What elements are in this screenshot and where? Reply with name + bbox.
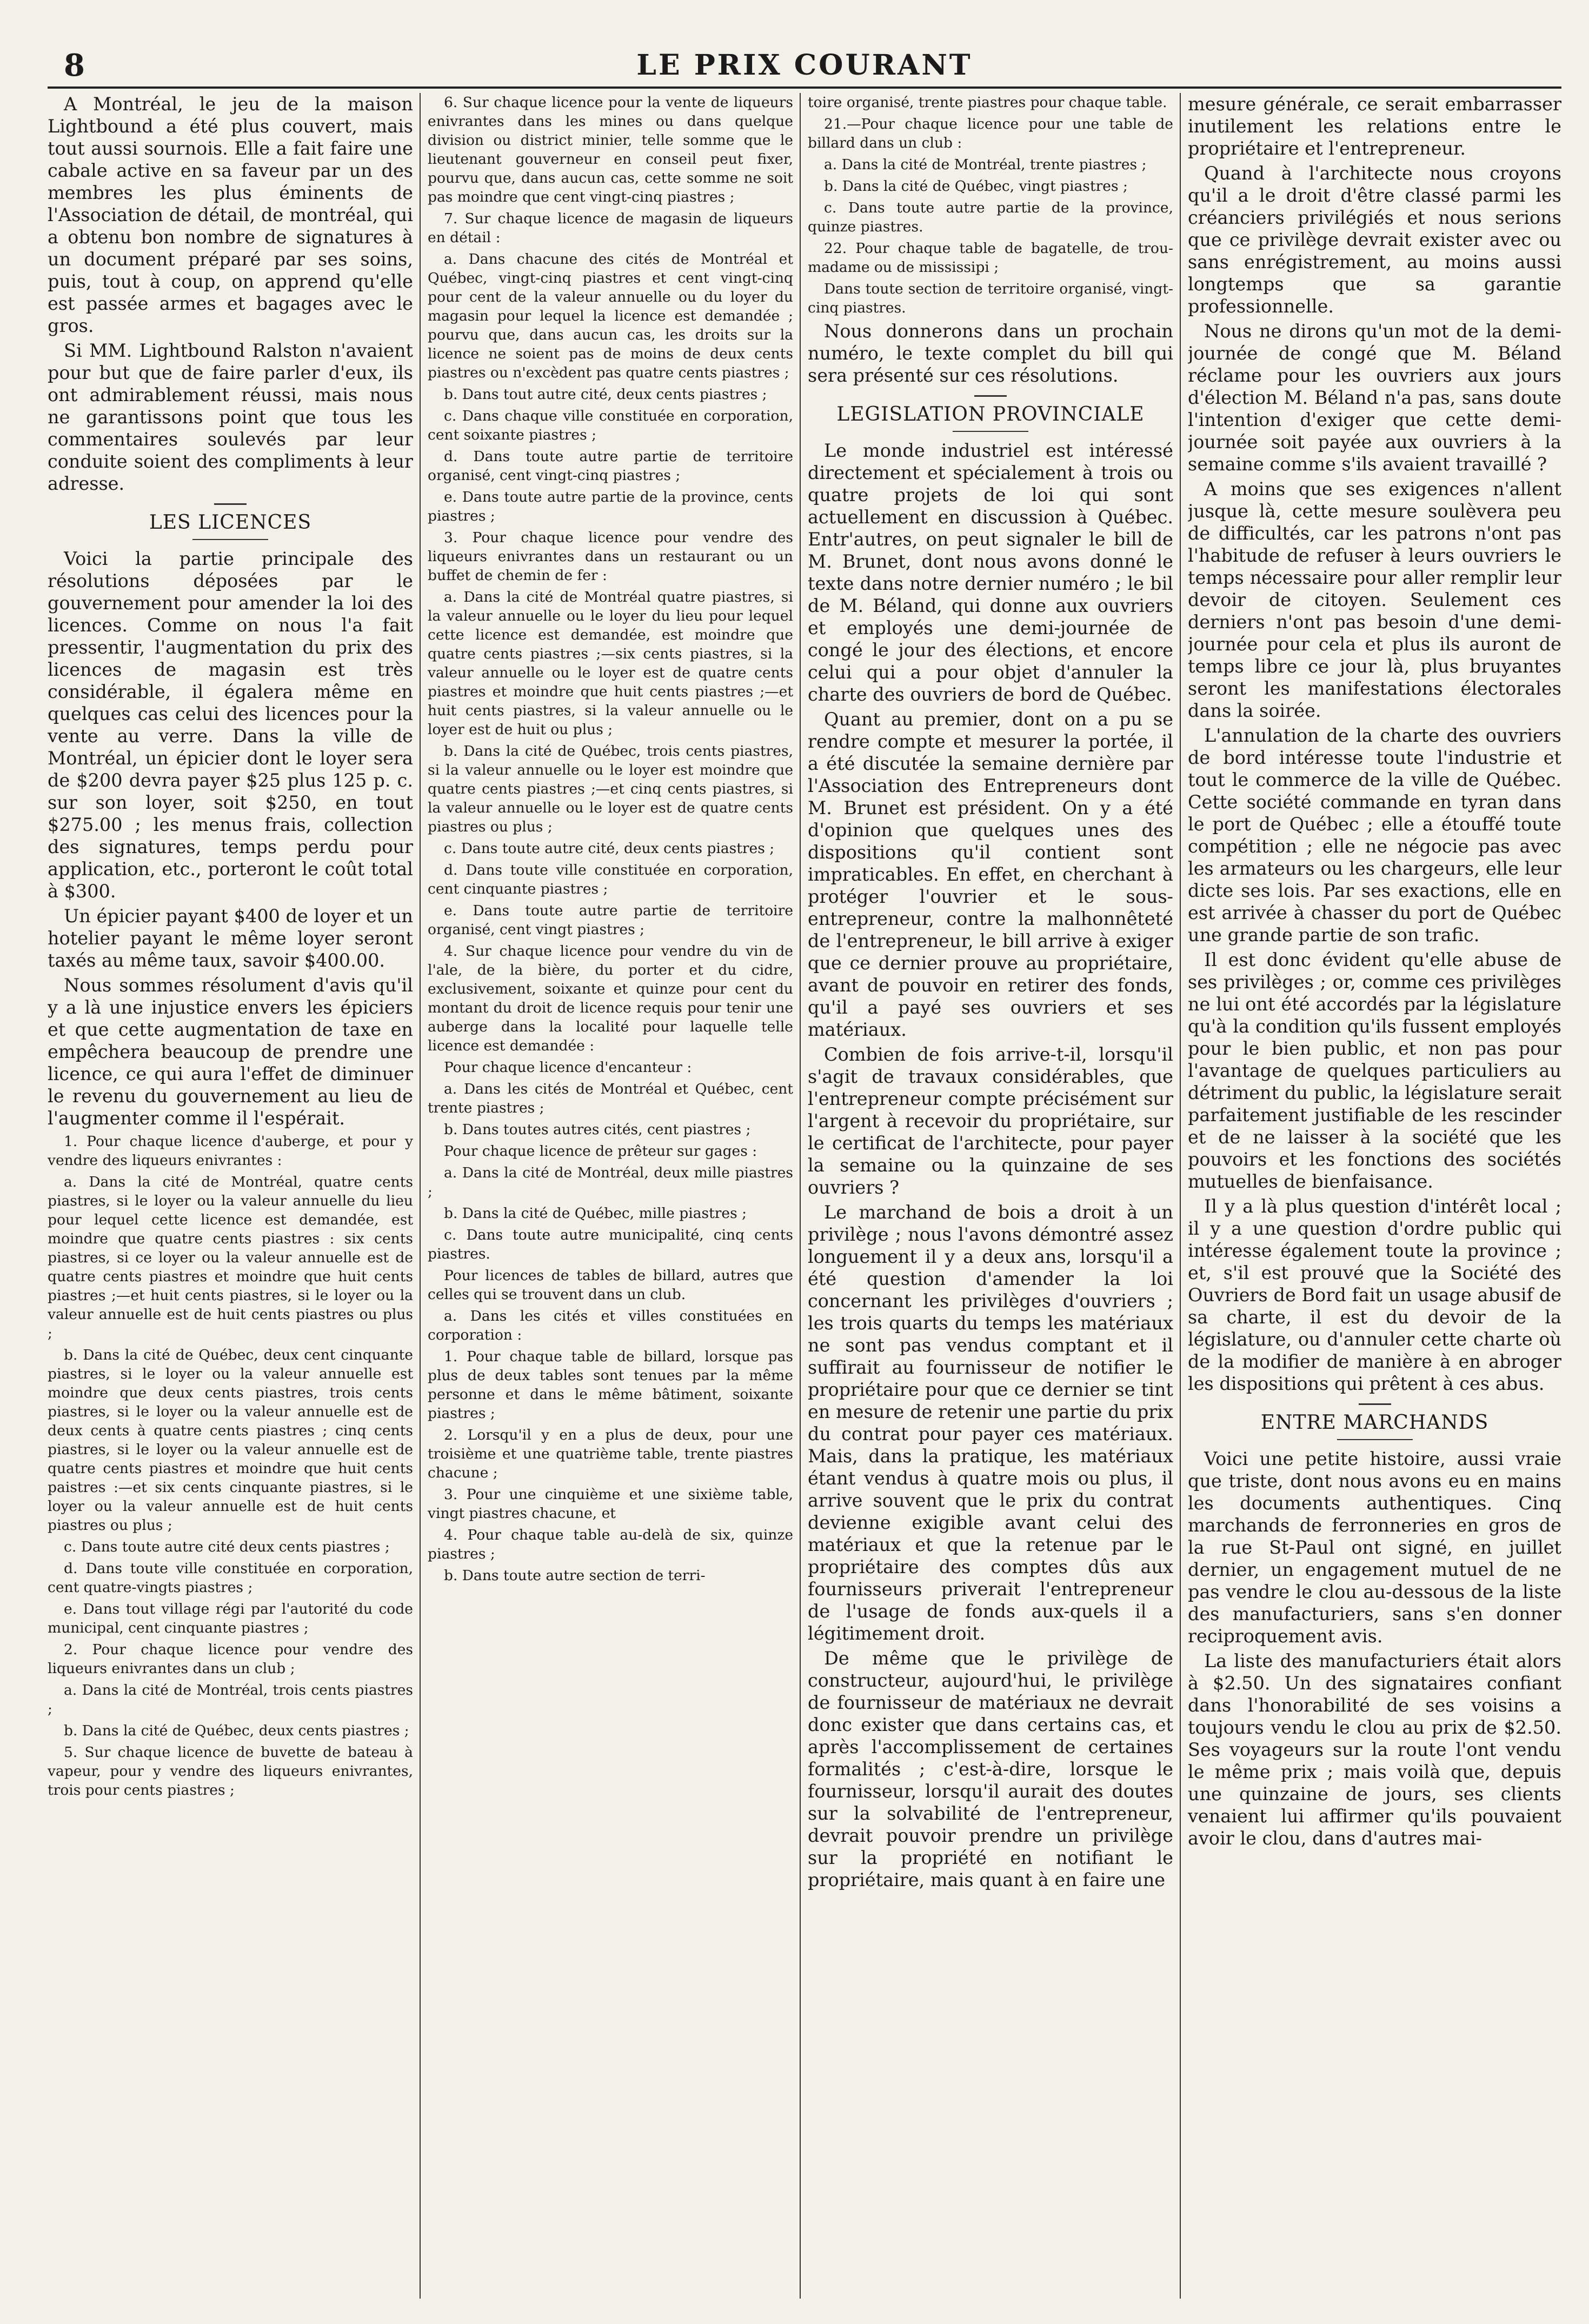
resolution-item: d. Dans toute ville constituée en corporation, cent quatre-vingts piastres ; xyxy=(48,1560,413,1596)
resolution-item: 3. Pour chaque licence pour vendre des liqueurs enivrantes dans un restaurant ou un buffet de chemin de fer : xyxy=(428,529,793,584)
article-paragraph: La liste des manufacturiers était alors à $2.50. Un des signataires confiant dans l'honorabilité de ses voisins a toujours vendu le clou au prix de $2.50. Ses voyageurs sur la route l'ont vendu le même prix ; mais voilà que, depuis une quinzaine de jours, ses clients venaient lui affirmer qu'ils pouvaient avoir le clou, dans d'autres mai- xyxy=(1188,1650,1561,1849)
resolution-item: Pour chaque licence d'encanteur : xyxy=(444,1059,692,1076)
resolution-item: a. Dans les cités et villes constituées en corporation : xyxy=(428,1308,793,1343)
resolution-item: b. Dans toutes autres cités, cent piastres ; xyxy=(444,1121,751,1138)
article-paragraph: Voici une petite histoire, aussi vraie que triste, dont nous avons eu en mains les documents authentiques. Cinq marchands de ferronneries en gros de la rue St-Paul ont signé, en juillet dernier, un engagement mutuel de ne pas vendre le clou au-dessous de la liste des manufacturiers, sans s'en donner reciproquement avis. xyxy=(1188,1448,1561,1647)
resolution-item: 1. Pour chaque licence d'auberge, et pour y vendre des liqueurs enivrantes : xyxy=(48,1133,413,1169)
column-4 xyxy=(1188,93,1561,2299)
resolution-item: b. Dans toute autre section de terri- xyxy=(444,1567,706,1584)
column-3 xyxy=(808,93,1173,2299)
article-paragraph: De même que le privilège de constructeur, aujourd'hui, le privilège de fournisseur de matériaux ne devrait donc exister que dans certains cas, et après l'accomplissement de certaines formalités ; c'est-à-dire, lorsque le fournisseur, lorsqu'il aurait des doutes sur la solvabilité de l'entrepreneur, devrait pouvoir prendre un privilège sur la propriété en notifiant le propriétaire, mais quant à en faire une xyxy=(808,1648,1173,1890)
resolution-item: d. Dans toute autre partie de territoire organisé, cent vingt-cinq piastres ; xyxy=(428,448,793,484)
newspaper-page xyxy=(48,32,1561,2303)
article-paragraph: Voici la partie principale des résolutions déposées par le gouvernement pour amender la loi des licences. Comme on nous l'a fait pressentir, l'augmentation du prix des licences de magasin est très considérable, il égalera même en quelques cas celui des licences pour la vente au verre. Dans la ville de Montréal, un épicier dont le loyer sera de $200 devra payer $25 plus 125 p. c. sur son loyer, soit $250, en tout $275.00 ; les menus frais, collection des signatures, temps perdu pour application, etc., porteront le coût total à $300. xyxy=(48,548,413,902)
resolution-item: e. Dans toute autre partie de la province, cents piastres ; xyxy=(428,489,793,524)
resolution-item: b. Dans la cité de Québec, deux cent cinquante piastres, si le loyer ou la valeur annuelle est moindre que deux cents piastres, trois cents piastres, si le loyer ou la valeur annuelle est de deux cents à quatre cents piastres ; cinq cents piastres, si le loyer ou la valeur annuelle est de quatre cents piastres et moindre que huit cents paistres :—et six cents cinquante piastres, si le loyer ou la valeur annuelle est de huit cents piastres ou plus ; xyxy=(48,1347,413,1534)
resolution-item: 21.—Pour chaque licence pour une table de billard dans un club : xyxy=(808,116,1173,151)
resolution-item: a. Dans les cités de Montréal et Québec, cent trente piastres ; xyxy=(428,1081,793,1116)
resolution-item: e. Dans tout village régi par l'autorité du code municipal, cent cinquante piastres ; xyxy=(48,1601,413,1636)
article-columns xyxy=(48,93,1561,2299)
column-2 xyxy=(428,93,793,2299)
article-paragraph: Le marchand de bois a droit à un privilège ; nous l'avons démontré assez longuement il y a deux ans, lorsqu'il a été question d'amender la loi concernant les privilèges d'ouvriers ; les trois quarts du temps les matériaux ne sont pas vendus comptant et il suffirait au fournisseur de notifier le propriétaire pour que ce dernier se tint en mesure de retenir une partie du prix du contrat pour payer ces matériaux. Mais, dans la pratique, les matériaux étant vendus à quatre mois ou plus, il arrive souvent que le prix du contrat devienne exigible avant celui des matériaux et que la retenue par le propriétaire des comptes dûs aux fournisseurs priverait l'entrepreneur de l'usage de fonds aux-quels il a légitimement droit. xyxy=(808,1202,1173,1644)
resolution-item: Pour chaque licence de prêteur sur gages : xyxy=(444,1143,757,1160)
resolution-item: e. Dans toute autre partie de territoire organisé, cent vingt piastres ; xyxy=(428,902,793,938)
column-rule xyxy=(420,93,421,2299)
resolution-item: b. Dans la cité de Québec, deux cents piastres ; xyxy=(64,1722,409,1739)
resolution-item: 3. Pour une cinquième et une sixième table, vingt piastres chacune, et xyxy=(428,1486,793,1522)
resolution-item: toire organisé, trente piastres pour chaque table. xyxy=(808,94,1167,111)
resolution-item: b. Dans la cité de Québec, trois cents piastres, si la valeur annuelle ou le loyer est moindre que quatre cents piastres ;—et cinq cents piastres, si la valeur annuelle ou le loyer est de quatre cents piastres ou plus ; xyxy=(428,743,793,835)
section-heading: LEGISLATION PROVINCIALE xyxy=(808,395,1173,432)
article-paragraph: L'annulation de la charte des ouvriers de bord intéresse toute l'industrie et tout le commerce de la ville de Québec. Cette société commande en tyran dans le port de Québec ; elle a étouffé toute compétition ; elle ne négocie pas avec les armateurs ou les chargeurs, elle leur dicte ses lois. Par ses exactions, elle en est arrivée à chasser du port de Québec une grande partie de son trafic. xyxy=(1188,725,1561,945)
resolution-item: 4. Sur chaque licence pour vendre du vin de l'ale, de la bière, du porter et du cidre, exclusivement, soixante et quinze pour cent du montant du droit de licence requis pour tenir une auberge dans la localité pour laquelle telle licence est demandée : xyxy=(428,943,793,1054)
article-paragraph: Quand à l'architecte nous croyons qu'il a le droit d'être classé parmi les créanciers privilégiés et nous serions que ce privilège devrait exister avec ou sans enrégistrement, au moins aussi longtemps que sa garantie professionnelle. xyxy=(1188,163,1561,317)
article-paragraph: Nous sommes résolument d'avis qu'il y a là une injustice envers les épiciers et que cette augmentation de taxe en empêchera beaucoup de prendre une licence, ce qui aura l'effet de diminuer le revenu du gouvernement au lieu de l'augmenter comme il l'espérait. xyxy=(48,975,413,1129)
section-heading: LES LICENCES xyxy=(48,503,413,540)
resolution-item: c. Dans chaque ville constituée en corporation, cent soixante piastres ; xyxy=(428,408,793,443)
resolution-item: 6. Sur chaque licence pour la vente de liqueurs enivrantes dans les mines ou dans quelque division ou district minier, telle somme que le lieutenant gouverneur en conseil peut fixer, pourvu que, dans aucun cas, cette somme ne soit pas moindre que cent vingt-cinq piastres ; xyxy=(428,94,793,205)
resolution-item: 4. Pour chaque table au-delà de six, quinze piastres ; xyxy=(428,1527,793,1562)
section-heading: ENTRE MARCHANDS xyxy=(1188,1403,1561,1440)
article-paragraph: Le monde industriel est intéressé directement et spécialement à trois ou quatre projets de loi qui sont actuellement en discussion à Québec. Entr'autres, on peut signaler le bill de M. Brunet, dont nous avons donné le texte dans notre dernier numéro ; le bil de M. Béland, qui donne aux ouvriers et employés une demi-journée de congé le jour des élections, et encore celui qui a pour objet d'annuler la charte des ouvriers de bord de Québec. xyxy=(808,440,1173,705)
column-rule xyxy=(1180,93,1181,2299)
resolution-item: a. Dans chacune des cités de Montréal et Québec, vingt-cinq piastres et cent vingt-cinq pour cent de la valeur annuelle ou du loyer du magasin pour lequel la licence est demandée ; pourvu que, dans aucun cas, les droits sur la licence ne soient pas de moins de deux cents piastres ou n'excèdent pas quatre cents piastres ; xyxy=(428,251,793,381)
resolution-item: d. Dans toute ville constituée en corporation, cent cinquante piastres ; xyxy=(428,862,793,897)
resolution-item: Pour licences de tables de billard, autres que celles qui se trouvent dans un club. xyxy=(428,1267,793,1303)
article-paragraph: Nous ne dirons qu'un mot de la demi-journée de congé que M. Béland réclame pour les ouvriers aux jours d'élection M. Béland n'a pas, sans doute l'intention d'exiger que cette demi-journée soit payée aux ouvriers à la semaine comme s'ils avaient travaillé ? xyxy=(1188,321,1561,475)
resolution-item: 22. Pour chaque table de bagatelle, de trou-madame ou de mississipi ; xyxy=(808,240,1173,276)
article-paragraph: Combien de fois arrive-t-il, lorsqu'il s'agit de travaux considérables, que l'entrepreneur compte précisément sur l'argent à recevoir du propriétaire, sur le certificat de l'architecte, pour payer la semaine ou la quinzaine de ses ouvriers ? xyxy=(808,1044,1173,1198)
resolution-item: b. Dans tout autre cité, deux cents piastres ; xyxy=(444,386,767,403)
page-header xyxy=(48,32,1561,89)
resolution-item: Dans toute section de territoire organisé, vingt-cinq piastres. xyxy=(808,281,1173,316)
article-paragraph: A moins que ses exigences n'allent jusque là, cette mesure soulèvera peu de difficultés, car les patrons n'ont pas l'habitude de refuser à leurs ouvriers le temps nécessaire pour aller remplir leur devoir de citoyen. Seulement ces derniers n'ont pas besoin d'une demi-journée pour cela et plus ils auront de temps libre ce jour là, plus bruyantes seront les manifestations électorales dans la soirée. xyxy=(1188,478,1561,721)
column-rule xyxy=(800,93,801,2299)
resolution-item: a. Dans la cité de Montréal, deux mille piastres ; xyxy=(428,1164,793,1200)
resolution-item: a. Dans la cité de Montréal, trois cents piastres ; xyxy=(48,1682,413,1717)
article-paragraph: Si MM. Lightbound Ralston n'avaient pour but que de faire parler d'eux, ils ont admirablement réussi, mais nous ne garantissons point que tous les commentaires soulevés par leur conduite soient des compliments à leur adresse. xyxy=(48,340,413,494)
article-paragraph: Il est donc évident qu'elle abuse de ses privilèges ; or, comme ces privilèges ne lui ont été accordés par la législature qu'à la condition qu'ils fussent employés pour le bien public, et non pas pour l'avantage de quelques particuliers au détriment du public, la législature serait parfaitement justifiable de les rescinder et de ne laisser à la société que les pouvoirs et les fonctions des sociétés mutuelles de bienfaisance. xyxy=(1188,949,1561,1192)
resolution-item: 2. Pour chaque licence pour vendre des liqueurs enivrantes dans un club ; xyxy=(48,1641,413,1677)
resolution-item: b. Dans la cité de Québec, mille piastres ; xyxy=(444,1205,747,1222)
resolution-item: 1. Pour chaque table de billard, lorsque pas plus de deux tables sont tenues par la même personne et dans le même bâtiment, soixante piastres ; xyxy=(428,1348,793,1422)
resolution-item: c. Dans toute autre cité deux cents piastres ; xyxy=(64,1539,390,1555)
article-paragraph: Un épicier payant $400 de loyer et un hotelier payant le même loyer seront taxés au même taux, savoir $400.00. xyxy=(48,905,413,971)
newspaper-title: LE PRIX COURANT xyxy=(636,49,973,82)
column-1 xyxy=(48,93,413,2299)
article-paragraph: Nous donnerons dans un prochain numéro, le texte complet du bill qui sera présenté sur ces résolutions. xyxy=(808,321,1173,386)
article-paragraph: Quant au premier, dont on a pu se rendre compte et mesurer la portée, il a été discutée la semaine dernière par l'Association des Entrepreneurs dont M. Brunet est président. On y a été d'opinion que quelques unes des dispositions qu'il contient sont impraticables. En effet, en cherchant à protéger l'ouvrier et le sous-entrepreneur, contre la malhonnêteté de l'entrepreneur, le bill arrive à exiger que ce dernier prouve au propriétaire, avant de pouvoir en retirer des fonds, qu'il a payé ses ouvriers et ses matériaux. xyxy=(808,709,1173,1040)
article-paragraph: A Montréal, le jeu de la maison Lightbound a été plus couvert, mais tout aussi sournois. Elle a fait faire une cabale active en sa faveur par un des membres les plus éminents de l'Association de détail, de montréal, qui a obtenu bon nombre de signatures à un document préparé par ses soins, puis, tout à coup, on apprend qu'elle est passée armes et bagages avec le gros. xyxy=(48,94,413,336)
article-paragraph: mesure générale, ce serait embarrasser inutilement les relations entre le propriétaire et l'entrepreneur. xyxy=(1188,94,1561,159)
resolution-item: 2. Lorsqu'il y en a plus de deux, pour une troisième et une quatrième table, trente piastres chacune ; xyxy=(428,1427,793,1481)
resolution-item: a. Dans la cité de Montréal quatre piastres, si la valeur annuelle ou le loyer du lieu pour lequel cette licence est demandée, est moindre que quatre cents piastres ;—six cents piastres, si la valeur annuelle ou le loyer est de quatre cents piastres et moindre que huit cents piastres ;—et huit cents piastres, si la valeur annuelle ou le loyer est de huit ou plus ; xyxy=(428,589,793,738)
resolution-item: a. Dans la cité de Montréal, trente piastres ; xyxy=(824,156,1147,173)
resolution-item: c. Dans toute autre cité, deux cents piastres ; xyxy=(444,840,775,857)
page-number: 8 xyxy=(64,48,85,83)
resolution-item: 7. Sur chaque licence de magasin de liqueurs en détail : xyxy=(428,210,793,246)
resolution-item: 5. Sur chaque licence de buvette de bateau à vapeur, pour y vendre des liqueurs enivrantes, trois pour cents piastres ; xyxy=(48,1744,413,1799)
resolution-item: a. Dans la cité de Montréal, quatre cents piastres, si le loyer ou la valeur annuelle du lieu pour lequel cette licence est demandée, est moindre que quatre cents piastres : six cents piastres, si ce loyer ou la valeur annuelle est de quatre cents piastres et moindre que huit cents piastres ;—et huit cents piastres, si le loyer ou la valeur annuelle est de huit cents piastres ou plus ; xyxy=(48,1174,413,1342)
resolution-item: c. Dans toute autre partie de la province, quinze piastres. xyxy=(808,199,1173,235)
article-paragraph: Il y a là plus question d'intérêt local ; il y a une question d'ordre public qui intéresse également toute la province ; et, s'il est prouvé que la Société des Ouvriers de Bord fait un usage abusif de sa charte, il est du devoir de la législature, ou d'annuler cette charte où de la modifier de manière à en abroger les dispositions qui prêtent à ces abus. xyxy=(1188,1196,1561,1394)
resolution-item: b. Dans la cité de Québec, vingt piastres ; xyxy=(824,178,1128,195)
resolution-item: c. Dans toute autre municipalité, cinq cents piastres. xyxy=(428,1227,793,1262)
